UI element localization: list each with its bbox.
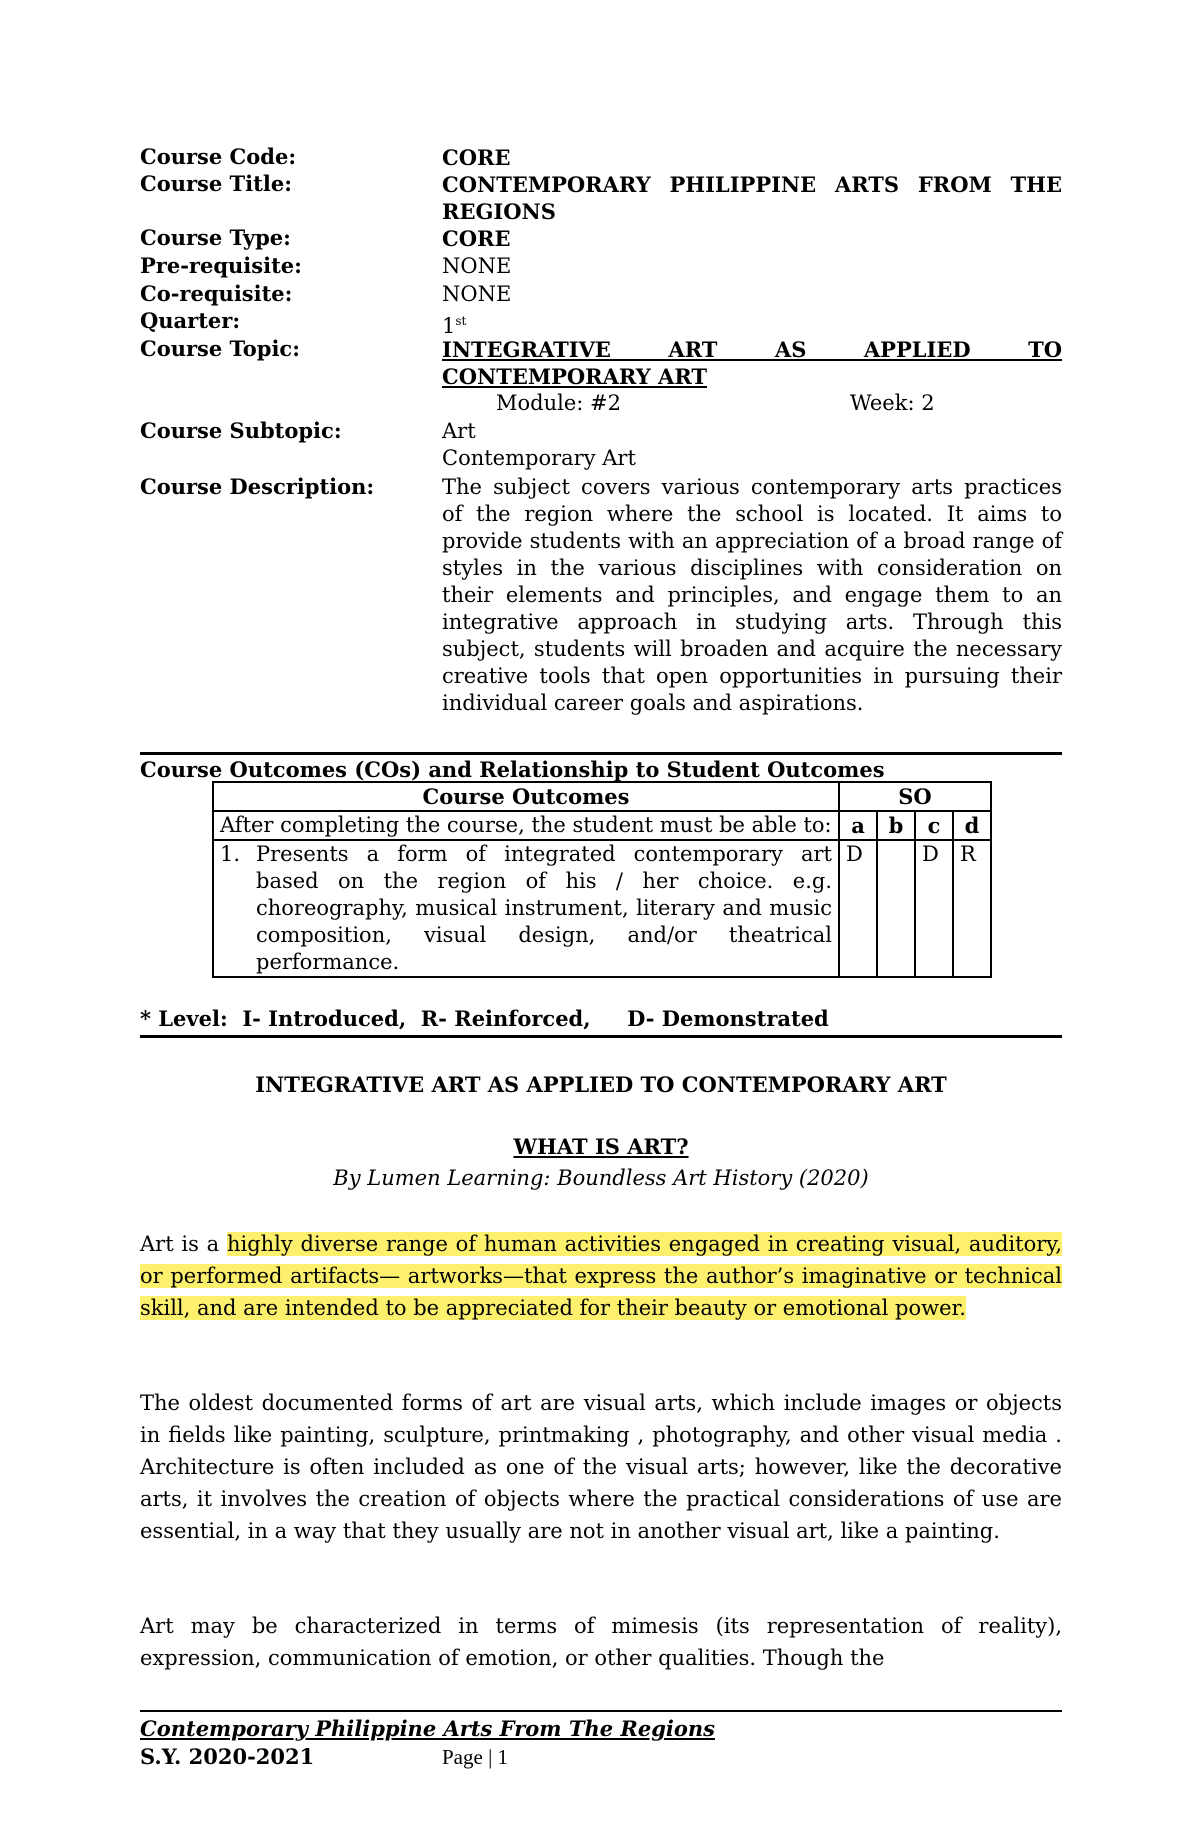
byline: By Lumen Learning: Boundless Art History (2020) — [333, 1166, 869, 1190]
footer-school-year: S.Y. 2020-2021 — [140, 1744, 315, 1769]
so-header: SO — [839, 782, 991, 811]
divider-top — [140, 752, 1062, 755]
course-type-value: CORE — [442, 226, 511, 251]
outcome-level-c: D — [915, 840, 953, 977]
outcome-item-1 — [213, 840, 839, 977]
level-legend: * Level: I- Introduced, R- Reinforced, D- Demonstrated — [140, 1006, 829, 1031]
quarter-label: Quarter: — [140, 308, 241, 333]
outcome-level-b — [877, 840, 915, 977]
main-heading: INTEGRATIVE ART AS APPLIED TO CONTEMPORARY ART — [255, 1072, 947, 1097]
course-title-value: CONTEMPORARY PHILIPPINE ARTS FROM THE REGIONS — [442, 172, 1062, 224]
footer-title: Contemporary Philippine Arts From The Regions — [140, 1716, 715, 1741]
outcomes-col-header: Course Outcomes — [213, 782, 839, 811]
outcome-item-text: Presents a form of integrated contemporary art based on the region of his / her choice. e.g. choreography, musical instrument, literary and music composition, visual design, and/or theatrical performance. — [256, 842, 832, 974]
course-code-label: Course Code: — [140, 144, 297, 169]
outcomes-heading: Course Outcomes (COs) and Relationship to Student Outcomes — [140, 757, 885, 782]
outcome-level-d: R — [953, 840, 991, 977]
outcome-level-a: D — [839, 840, 877, 977]
so-col-b: b — [877, 811, 915, 840]
course-code-value: CORE — [442, 145, 511, 170]
week-number: Week: 2 — [850, 391, 935, 415]
paragraph-1: Art is a highly diverse range of human activities engaged in creating visual, auditory, or performed artifacts— artworks—that express the author’s imaginative or technical skill, and are intended to be appreciated for their beauty or emotional power. — [140, 1232, 1063, 1320]
paragraph-3: Art may be characterized in terms of mimesis (its representation of reality), expression, communication of emotion, or other qualities. Though the — [140, 1614, 1062, 1670]
prerequisite-label: Pre-requisite: — [140, 253, 302, 278]
so-col-c: c — [915, 811, 953, 840]
course-topic-label: Course Topic: — [140, 336, 300, 361]
corequisite-value: NONE — [442, 282, 512, 306]
quarter-value: 1st — [442, 314, 467, 338]
outcome-item-number: 1. — [220, 842, 241, 866]
course-description-label: Course Description: — [140, 474, 375, 499]
outcomes-intro: After completing the course, the student must be able to: — [213, 811, 839, 840]
paragraph-2: The oldest documented forms of art are visual arts, which include images or objects in fields like painting, sculpture, printmaking , photography, and other visual media . Architecture is often included as one of the visual arts; however, like the decorative arts, it involves the creation of objects where the practical considerations of use are essential, in a way that they usually are not in another visual art, like a painting. — [140, 1391, 1062, 1543]
footer-page-number: Page | 1 — [442, 1745, 509, 1769]
sub-heading: WHAT IS ART? — [513, 1134, 689, 1159]
prerequisite-value: NONE — [442, 254, 512, 278]
course-subtopic-label: Course Subtopic: — [140, 418, 342, 443]
course-type-label: Course Type: — [140, 225, 291, 250]
course-title-label: Course Title: — [140, 171, 292, 196]
footer-rule — [140, 1710, 1062, 1712]
course-subtopic-value: Art Contemporary Art — [442, 419, 636, 470]
course-description-text: The subject covers various contemporary arts practices of the region where the school is located. It aims to provide students with an appreciation of a broad range of styles in the various disciplines with consideration on their elements and principles, and engage them to an integrative approach in studying arts. Through this subject, students will broaden and acquire the necessary creative tools that open opportunities in pursuing their individual career goals and aspirations. — [442, 475, 1062, 715]
course-topic-value: INTEGRATIVE ART AS APPLIED TO CONTEMPORARY ART — [442, 337, 1062, 389]
module-number: Module: #2 — [496, 391, 621, 415]
corequisite-label: Co-requisite: — [140, 281, 293, 306]
so-col-a: a — [839, 811, 877, 840]
course-outcomes-table — [212, 781, 992, 978]
highlighted-definition: highly diverse range of human activities engaged in creating visual, auditory, or performed artifacts— artworks—that express the author’s imaginative or technical skill, and are intended to be appreciated for their beauty or emotional power. — [140, 1232, 1063, 1320]
so-col-d: d — [953, 811, 991, 840]
divider-bottom — [140, 1035, 1062, 1038]
